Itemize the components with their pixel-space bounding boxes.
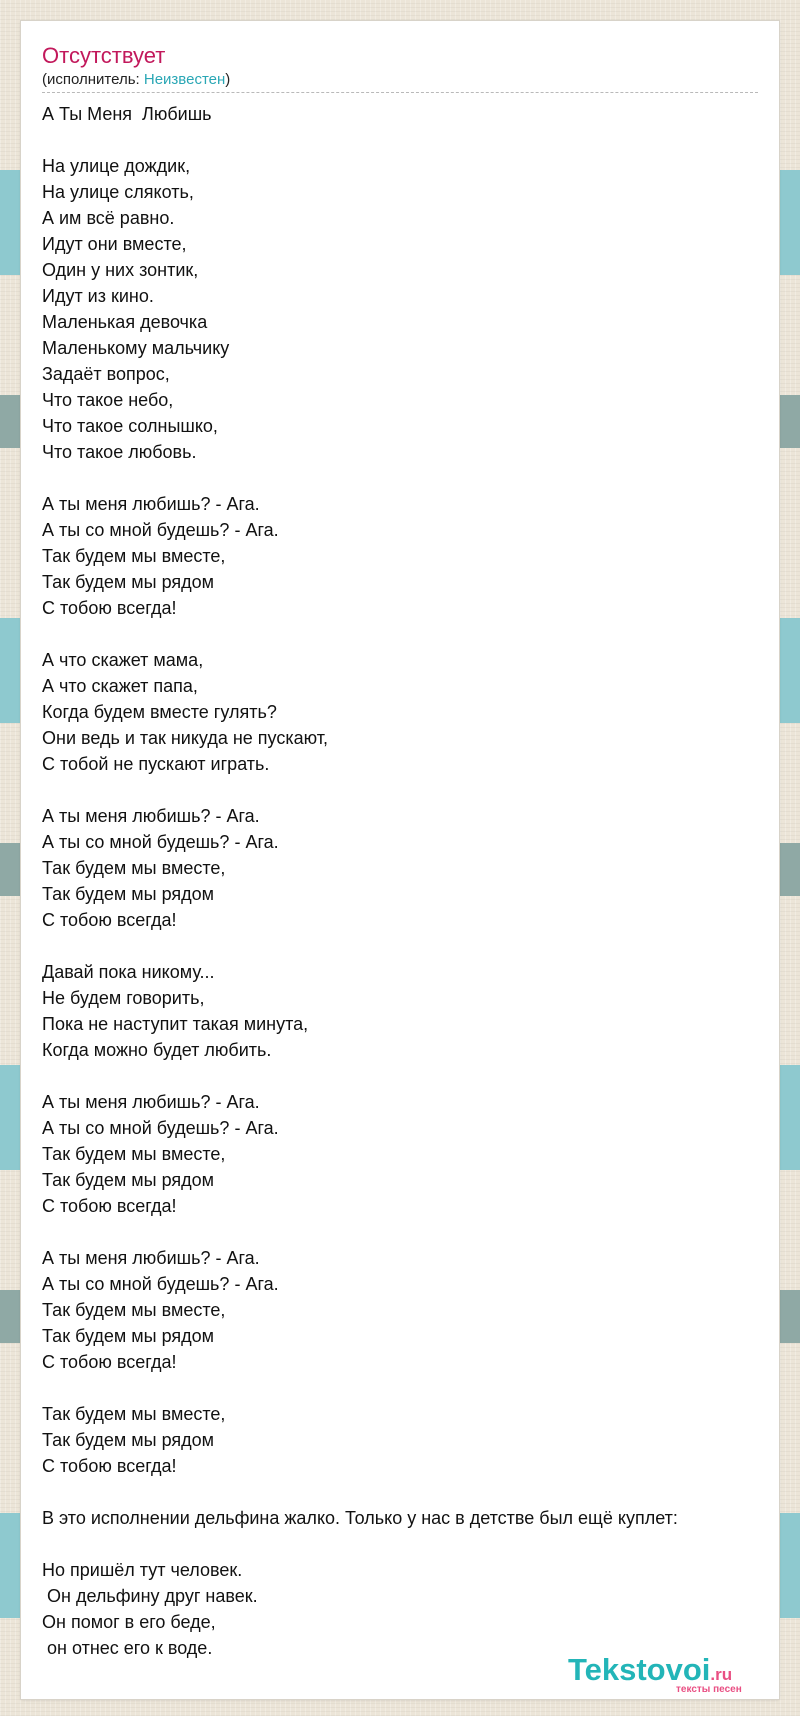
song-title: Отсутствует — [42, 43, 166, 68]
logo-tagline: тексты песен — [676, 1684, 742, 1695]
artist-link[interactable]: Неизвестен — [143, 71, 226, 88]
lyrics-text: А Ты Меня Любишь На улице дождик, На улице слякоть, А им всё равно. Идут они вместе, Один у них зонтик, Идут из кино. Маленькая девочка Маленькому мальчику Задаёт вопрос, Что такое небо, Что такое солнышко, Что такое любовь. А ты меня любишь? - Ага. А ты со мной будешь? - Ага. Так будем мы вместе, Так будем мы рядом С тобою всегда! А что скажет мама, А что скажет папа, Когда будем вместе гулять? Они ведь и так никуда не пускают, С тобой не пускают играть. А ты меня любишь? - Ага. А ты со мной будешь? - Ага. Так будем мы вместе, Так будем мы рядом С тобою всегда! Давай пока никому... Не будем говорить, Пока не наступит такая минута, Когда можно будет любить. А ты меня любишь? - Ага. А ты со мной будешь? - Ага. Так будем мы вместе, Так будем мы рядом С тобою всегда! А ты меня любишь? - Ага. А ты со мной будешь? - Ага. Так будем мы вместе, Так будем мы рядом С тобою всегда! Так будем мы вместе, Так будем мы рядом С тобою всегда! В это исполнении дельфина жалко. Только у нас в детстве был ещё куплет: Но пришёл тут человек. Он дельфину друг навек. Он помог в его беде, он отнес его к воде. — [42, 104, 678, 1658]
artist-line — [42, 71, 230, 89]
site-logo[interactable] — [568, 1652, 773, 1702]
logo-tld: .ru — [710, 1665, 733, 1684]
title-divider — [42, 92, 758, 93]
logo-name: Tekstovoi — [568, 1652, 711, 1687]
artist-prefix: (исполнитель: — [42, 71, 144, 88]
lyrics-card — [21, 21, 779, 1699]
artist-suffix: ) — [225, 71, 231, 88]
